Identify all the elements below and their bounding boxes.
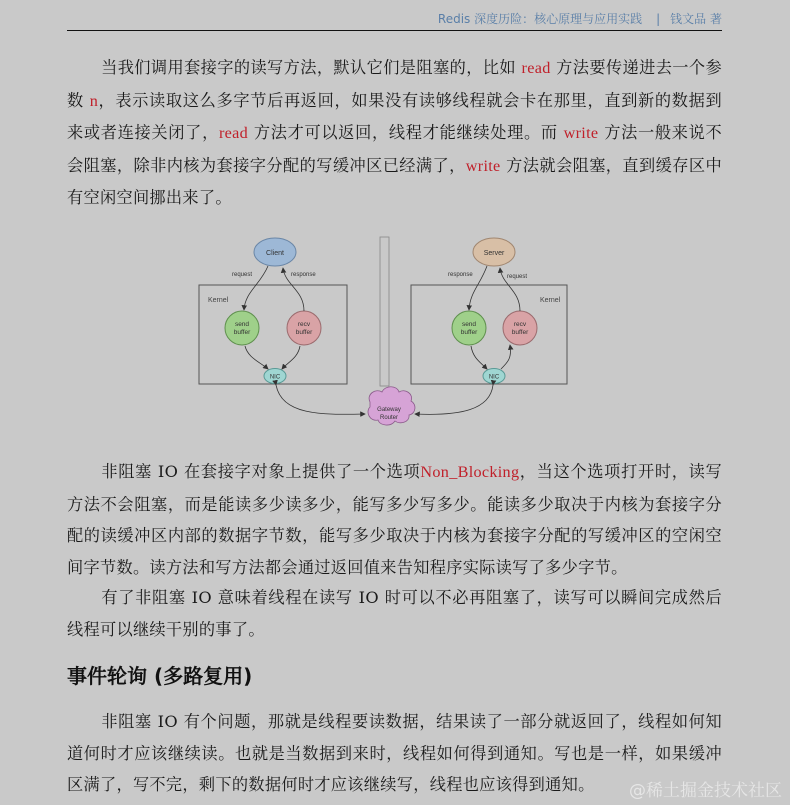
text: 当我们调用套接字的读写方法，默认它们是阻塞的，比如 — [101, 58, 522, 77]
text: 方法一般来说不会阻塞，除非内核为套接字分配的写缓冲区已经满了， — [67, 123, 723, 175]
recv-buffer-node — [287, 311, 321, 345]
svg-text:Router: Router — [379, 415, 399, 421]
paragraph-non-blocking-benefit — [67, 582, 722, 645]
svg-text:buffer: buffer — [460, 329, 478, 336]
text: 方法要传递进去一个参数 — [67, 58, 722, 110]
book-author: 钱文品 著 — [670, 12, 722, 26]
send-buffer-node — [452, 311, 486, 345]
svg-text:buffer: buffer — [233, 329, 251, 336]
watermark: @稀土掘金技术社区 — [629, 781, 782, 801]
response-label: response — [291, 272, 316, 278]
response-label: response — [448, 272, 473, 278]
running-header — [67, 10, 722, 31]
svg-text:NIC: NIC — [488, 374, 500, 381]
header-separator: | — [656, 12, 661, 26]
svg-text:Gateway: Gateway — [377, 407, 401, 413]
code-n: n — [89, 91, 99, 110]
recv-buffer-node — [503, 311, 537, 345]
svg-text:send: send — [234, 321, 250, 328]
send-buffer-node — [225, 311, 259, 345]
section-heading: 事件轮询 (多路复用) — [67, 664, 253, 688]
code-read: read — [218, 124, 249, 142]
text: 非阻塞 IO 有个问题，那就是线程要读数据，结果读了一部分就返回了，线程如何知道何时才应该继续读。也就是当数据到来时，线程如何得到通知。写也是一样，如果缓冲区满了，写不完，剩下的数据何时才应该继续写，线程也应该得到通知。 — [67, 712, 722, 794]
divider — [380, 237, 389, 386]
paragraph-blocking-io — [67, 52, 722, 214]
svg-text:buffer: buffer — [295, 329, 313, 336]
svg-text:NIC: NIC — [269, 374, 281, 381]
svg-text:Client: Client — [266, 250, 284, 257]
text: ，表示读取这么多字节后再返回，如果没有读够线程就会卡在那里，直到新的数据到来或者连接关闭了， — [67, 90, 722, 142]
svg-text:Server: Server — [483, 250, 505, 257]
svg-text:recv: recv — [513, 321, 527, 328]
svg-text:buffer: buffer — [511, 329, 529, 336]
request-label: request — [232, 272, 253, 278]
left-kernel-label: Kernel — [208, 297, 229, 304]
code-write: write — [563, 124, 599, 142]
code-read: read — [521, 59, 551, 77]
paragraph-event-polling — [67, 706, 722, 801]
text: 非阻塞 IO 在套接字对象上提供了一个选项 — [101, 462, 421, 481]
text: 方法才可以返回，线程才能继续处理。而 — [248, 123, 564, 142]
code-non-blocking: Non_Blocking — [420, 463, 520, 481]
svg-text:send: send — [461, 321, 477, 328]
text: 有了非阻塞 IO 意味着线程在读写 IO 时可以不必再阻塞了，读写可以瞬间完成然后线程可以继续干别的事了。 — [67, 588, 722, 639]
request-label: request — [507, 274, 528, 280]
code-write: write — [465, 156, 501, 175]
text: 方法就会阻塞，直到缓存区中有空闲空间挪出来了。 — [67, 155, 722, 207]
book-title: Redis 深度历险：核心原理与应用实践 — [437, 12, 643, 26]
svg-text:recv: recv — [297, 321, 311, 328]
text: ，当这个选项打开时，读写方法不会阻塞，而是能读多少读多少，能写多少写多少。能读多少取决于内核为套接字分配的读缓冲区内部的数据字节数，能写多少取决于内核为套接字分配的写缓冲区的空闲空间字节数。读方法和写方法都会通过返回值来告知程序实际读写了多少字节。 — [67, 462, 722, 577]
right-kernel-label: Kernel — [540, 297, 561, 304]
paragraph-non-blocking — [67, 456, 722, 583]
socket-io-diagram — [190, 230, 610, 435]
